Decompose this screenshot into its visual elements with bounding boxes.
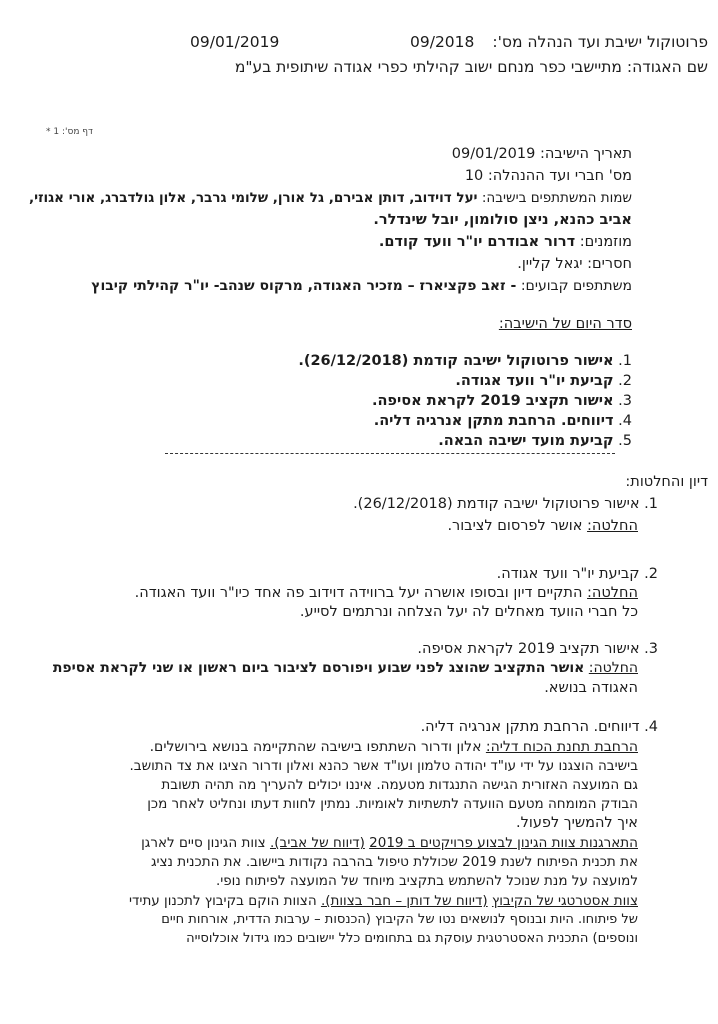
agenda-title: סדר היום של הישיבה: (498, 316, 632, 332)
participants-line (29, 189, 632, 207)
agenda-item-text: אישור תקציב 2019 לקראת אסיפה. (371, 393, 614, 409)
paragraph-line: גם המועצה האזורית הגישה התנגדות מטעמה. איננו יכולים להעריך מה תהיה תשובת (161, 777, 638, 793)
section-number: 1. (644, 496, 658, 512)
agenda-item (372, 392, 632, 410)
decision-label: החלטה: (587, 518, 638, 534)
section-2-decision (135, 584, 638, 602)
permanent-label: משתתפים קבועים: (520, 278, 632, 294)
board-count-value: 10 (464, 168, 484, 184)
subsection-title: צוות אסטרטגי של הקיבוץ (491, 893, 638, 909)
agenda-item-text: אישור פרוטוקול ישיבה קודמת (26/12/2018). (298, 353, 614, 369)
association-name: מתיישבי כפר מנחם ישוב קהילתי כפרי אגודה שיתופית בע"מ (234, 58, 622, 76)
permanent-line (91, 277, 632, 295)
subsection-title: התארגנות צוות הגינון לבצוע פרויקטים ב 2019 (369, 835, 638, 851)
absent-label: חסרים: (587, 256, 632, 272)
section-3-decision (53, 659, 638, 677)
paragraph-line: איך להמשיך לפעול. (516, 815, 638, 831)
participants-names: יעל דוידוב, דותן אבירם, גל אורן, שלומי גרבר, אלון גולדברג, אורי אגוזי, (29, 190, 478, 206)
section-2-heading (497, 565, 658, 583)
absent-line (517, 255, 632, 273)
paragraph-line: את תכנית הפיתוח לשנת 2019 שכוללת טיפול בהרבה נקודות ביישוב. את התכנית נציג (150, 854, 638, 870)
section-title: דיווחים. הרחבת מתקן אנרגיה דליה. (420, 719, 640, 735)
agenda-item-text: דיווחים. הרחבת מתקן אנרגיה דליה. (373, 413, 614, 429)
subsection-text: צוות הגינון סיים לארגן (141, 835, 266, 851)
subsection-ref: (דיווח של דותן – חבר בצוות). (320, 893, 488, 909)
agenda-item-number: 3. (618, 393, 632, 409)
decision-label: החלטה: (587, 585, 638, 601)
agenda-item-number: 4. (618, 413, 632, 429)
section-4-heading (421, 718, 658, 736)
agenda-item-number: 5. (618, 433, 632, 449)
meeting-date-value: 09/01/2019 (451, 146, 536, 162)
protocol-date: 09/01/2019 (190, 33, 280, 51)
invited-label: מוזמנים: (579, 234, 632, 250)
section-title: אישור תקציב 2019 לקראת אסיפה. (417, 641, 640, 657)
subsection-ref: (דיווח של אביב). (269, 835, 365, 851)
association-label: שם האגודה: (626, 58, 708, 76)
section-title: קביעת יו"ר וועד אגודה. (496, 566, 640, 582)
agenda-item (438, 432, 632, 450)
agenda-item (455, 372, 632, 390)
decision-text: התקיים דיון ובסופו אושרה יעל ברווידה דוידוב פה אחד כיו"ר וועד האגודה. (134, 585, 583, 601)
agenda-item (374, 412, 632, 430)
subsection-dalia (150, 738, 638, 756)
agenda-item-text: קביעת מועד ישיבה הבאה. (438, 433, 614, 449)
paragraph-line: ונוספים) התכנית האסטרטגית עוסקת גם בתחומים כלל יישובים כמו גידול אוכלוסייה (186, 931, 638, 946)
paragraph-line: למועצה על מנת שנוכל להשתמש בתקציב מיוחד של המועצה לפיתוח נופי. (215, 873, 638, 889)
board-count-line (465, 167, 632, 185)
agenda-item-number: 1. (618, 353, 632, 369)
protocol-number: 09/2018 (410, 33, 475, 51)
agenda-item-text: קביעת יו"ר וועד אגודה. (455, 373, 614, 389)
page-note: דף מס': 1 * (46, 127, 93, 137)
subsection-title: הרחבת תחנת הכוח דליה: (485, 739, 638, 755)
paragraph-line: בישיבה הוצגנו על ידי עו"ד יהודה טלמון ועו"ד אשר כהנא ואלון ודרור הציגו את צד התושב. (129, 758, 638, 774)
decision-label: החלטה: (588, 660, 638, 676)
association-line (235, 58, 708, 76)
agenda-item (298, 352, 632, 370)
protocol-label: פרוטוקול ישיבת ועד הנהלה מס': (492, 33, 708, 51)
section-number: 4. (644, 719, 658, 735)
permanent-value: - זאב פקציארז – מזכיר האגודה, מרקוס שנהב- יו"ר קהילתי קיבוץ (91, 278, 517, 294)
board-count-label: מס' חברי ועד ההנהלה: (487, 168, 632, 184)
discussion-title: דיון והחלטות: (625, 474, 708, 490)
section-1-decision (447, 517, 638, 535)
subsection-text: אלון ודרור השתתפו בישיבה שהתקיימה בנושא בירושלים. (149, 739, 482, 755)
invited-value: דרור אבודרם יו"ר וועד קודם. (378, 234, 576, 250)
meeting-date-label: תאריך הישיבה: (539, 146, 632, 162)
subsection-strategic (129, 892, 638, 910)
section-number: 2. (644, 566, 658, 582)
agenda-item-number: 2. (618, 373, 632, 389)
subsection-gardening (141, 834, 638, 852)
participants-names-cont: אביב כהנא, ניצן סולומון, יובל שינדלר. (373, 212, 632, 228)
meeting-date-line (452, 145, 632, 163)
paragraph-line: הבודק המומחה מטעם הוועדה לתשתיות לאומיות. נמתין לחוות דעתו ונחליט לאחר מכן (147, 796, 638, 812)
section-1-heading (353, 495, 658, 513)
decision-text-cont: האגודה בנושא. (544, 680, 638, 696)
decision-text: אושר לפרסום לציבור. (447, 518, 583, 534)
section-number: 3. (644, 641, 658, 657)
participants-label: שמות המשתתפים בישיבה: (481, 190, 632, 206)
decision-text-cont: כל חברי הוועד מאחלים לה יעל הצלחה ונרתמים לסייע. (299, 604, 638, 620)
absent-value: יגאל קליין. (517, 256, 583, 272)
paragraph-line: של פיתוחו. היות ובנוסף לנושאים נטו של הקיבוץ (הכנסות – ערבות הדדית, אורחות חיים (161, 912, 638, 927)
invited-line (379, 233, 632, 251)
section-3-heading (417, 640, 658, 658)
section-title: אישור פרוטוקול ישיבה קודמת (26/12/2018). (353, 496, 640, 512)
section-divider (165, 453, 615, 454)
decision-text: אושר התקציב שהוצג לפני שבוע ויפורסם לציבור ביום ראשון או שני לקראת אסיפת (52, 660, 585, 676)
subsection-text: הצוות הוקם בקיבוץ לתכנון עתידי (129, 893, 317, 909)
